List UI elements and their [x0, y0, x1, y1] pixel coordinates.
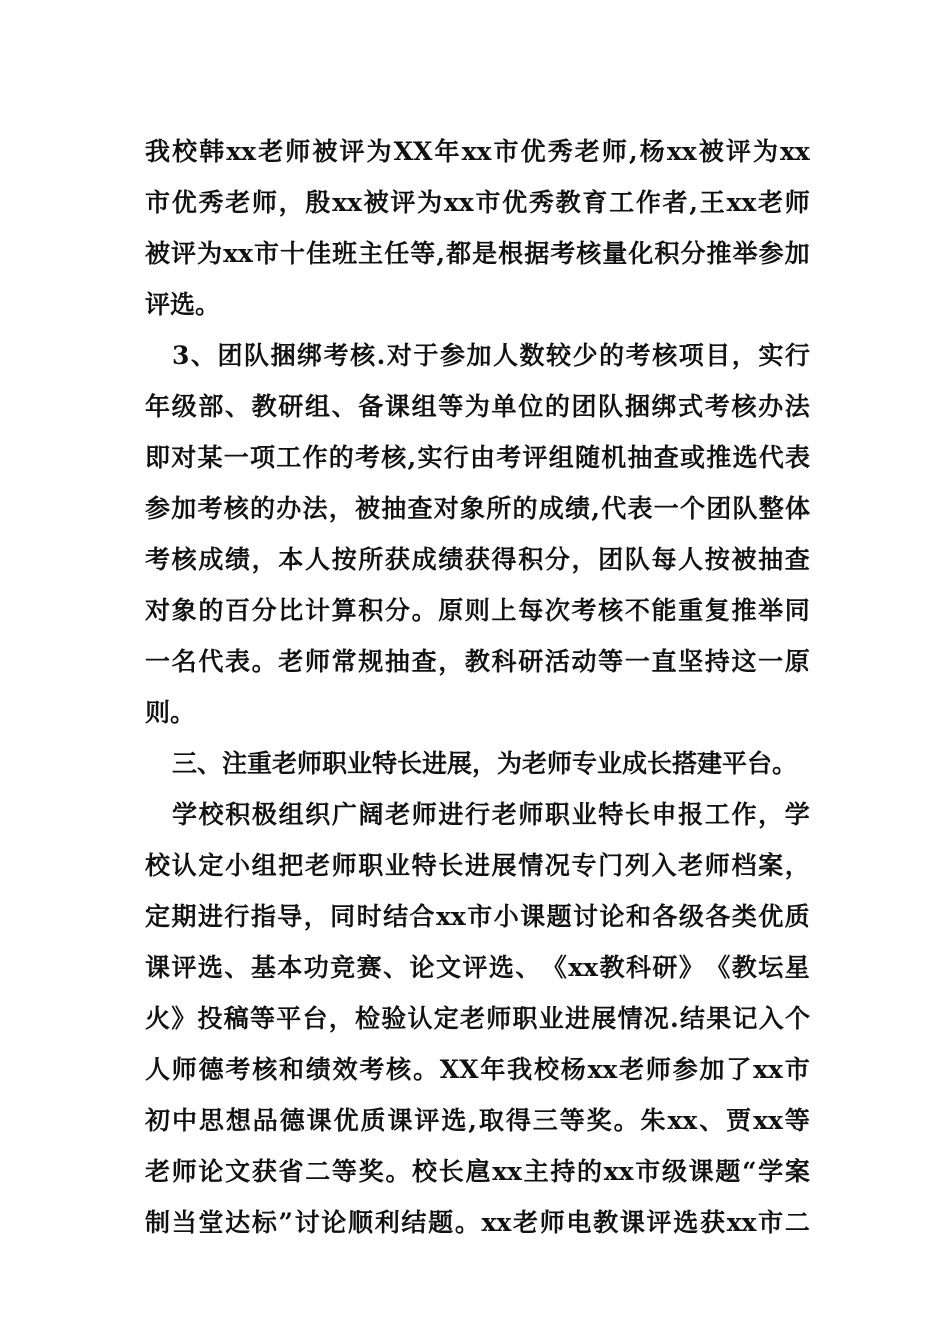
text-line: 课 评 选 、 基 本 功 竞 赛 、 论 文 评 选 、 《 xx 教 科 研 》 《 教 坛 星	[145, 953, 810, 982]
text-line: 评选。	[145, 290, 221, 319]
text-line: 初 中 思 想 品 德 课 优 质 课 评 选 , 取 得 三 等 奖 。 朱 xx 、 贾 xx 等	[145, 1106, 810, 1135]
text-line: 参 加 考 核 的 办 法 ， 被 抽 查 对 象 所 的 成 绩 , 代 表 一 个 团 队 整 体	[145, 494, 810, 523]
text-line: 人 师 德 考 核 和 绩 效 考 核 。 XX 年 我 校 杨 xx 老 师 参 加 了 xx 市	[145, 1055, 810, 1084]
text-line: 即 对 某 一 项 工 作 的 考 核 , 实 行 由 考 评 组 随 机 抽 查 或 推 选 代 表	[145, 443, 810, 472]
text-line: 老 师 论 文 获 省 二 等 奖 。 校 长 扈 xx 主 持 的 xx 市 级 课 题 “ 学 案	[145, 1157, 810, 1186]
text-line: 被 评 为 xx 市 十 佳 班 主 任 等 , 都 是 根 据 考 核 量 化 积 分 推 举 参 加	[145, 239, 810, 268]
text-line: 3 、 团 队 捆 绑 考 核 . 对 于 参 加 人 数 较 少 的 考 核 项 目 ， 实 行	[172, 341, 810, 370]
text-line: 考 核 成 绩 ， 本 人 按 所 获 成 绩 获 得 积 分 ， 团 队 每 人 按 被 抽 查	[145, 545, 810, 574]
text-line: 校 认 定 小 组 把 老 师 职 业 特 长 进 展 情 况 专 门 列 入 老 师 档 案 ，	[145, 851, 810, 880]
text-line: 年 级 部 、 教 研 组 、 备 课 组 等 为 单 位 的 团 队 捆 绑 式 考 核 办 法	[145, 392, 810, 421]
text-line: 市 优 秀 老 师 ， 殷 xx 被 评 为 xx 市 优 秀 教 育 工 作 者 , 王 xx 老 师	[145, 188, 810, 217]
text-line: 学 校 积 极 组 织 广 阔 老 师 进 行 老 师 职 业 特 长 申 报 工 作 ， 学	[172, 800, 810, 829]
text-line: 我 校 韩 xx 老 师 被 评 为 XX 年 xx 市 优 秀 老 师 , 杨 xx 被 评 为 xx	[145, 137, 810, 166]
text-line: 则。	[145, 698, 196, 727]
text-line: 制 当 堂 达 标 ” 讨 论 顺 利 结 题 。 xx 老 师 电 教 课 评 选 获 xx 市 二	[145, 1208, 810, 1237]
text-line: 三、注重老师职业特长进展，为老师专业成长搭建平台。	[172, 749, 798, 778]
text-line: 对 象 的 百 分 比 计 算 积 分 。 原 则 上 每 次 考 核 不 能 重 复 推 举 同	[145, 596, 810, 625]
body-text	[145, 126, 810, 1248]
text-line: 一 名 代 表 。 老 师 常 规 抽 查 ， 教 科 研 活 动 等 一 直 坚 持 这 一 原	[145, 647, 810, 676]
text-line: 定 期 进 行 指 导 ， 同 时 结 合 xx 市 小 课 题 讨 论 和 各 级 各 类 优 质	[145, 902, 810, 931]
text-line: 火 》 投 稿 等 平 台 ， 检 验 认 定 老 师 职 业 进 展 情 况 . 结 果 记 入 个	[145, 1004, 810, 1033]
